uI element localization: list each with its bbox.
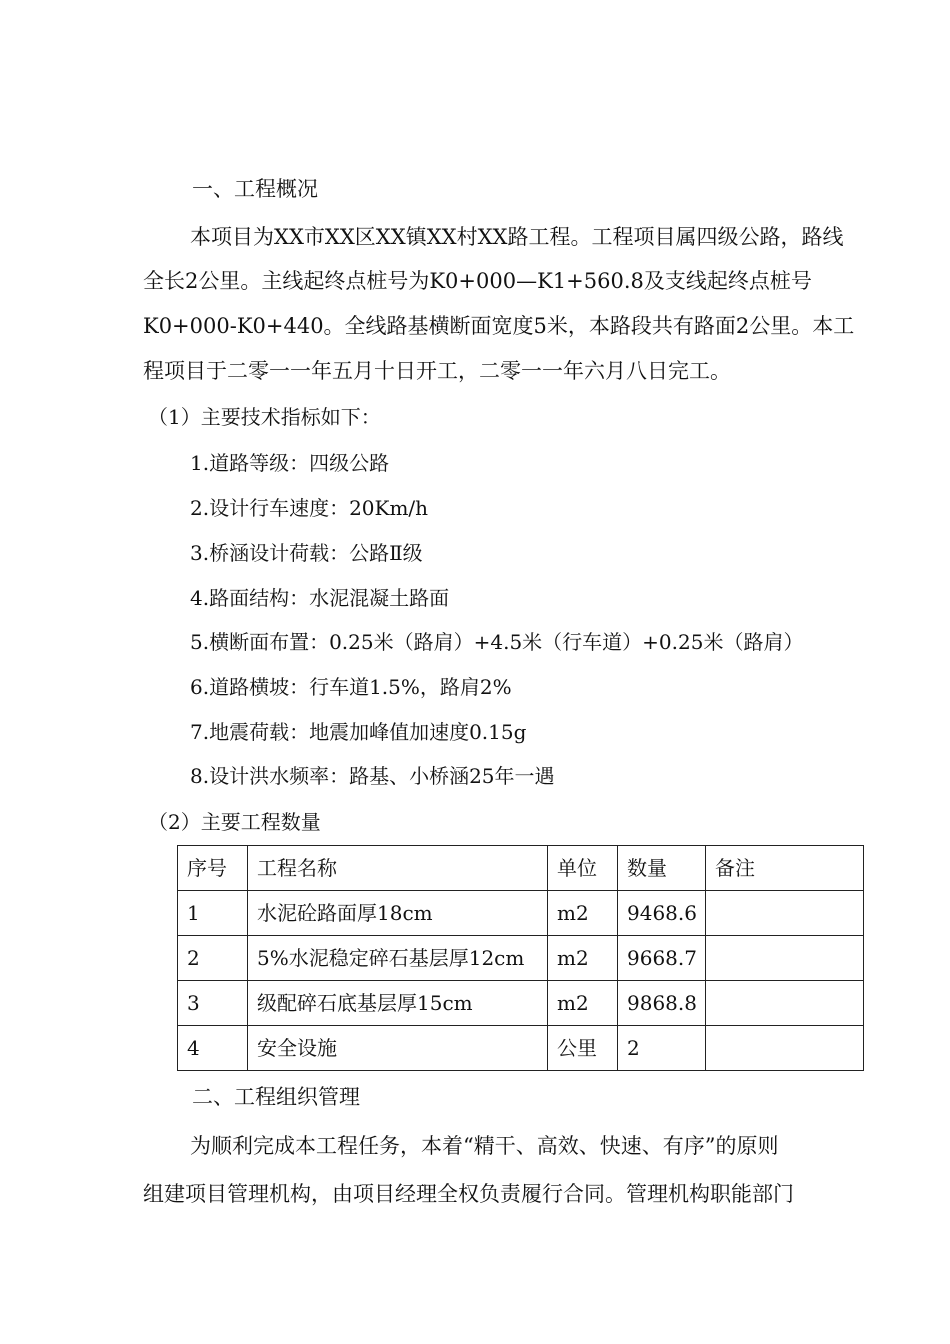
- table-row: [178, 936, 864, 981]
- section2-para-line-1: 为顺利完成本工程任务，本着“精干、高效、快速、有序”的原则: [190, 1134, 779, 1158]
- table-header-cell: 单位: [548, 846, 618, 891]
- section1-para-line-2: 全长2公里。主线起终点桩号为K0+000—K1+560.8及支线起终点桩号: [143, 269, 812, 293]
- section1-para-line-4: 程项目于二零一一年五月十日开工，二零一一年六月八日完工。: [143, 359, 731, 383]
- table-cell: 级配碎石底基层厚15cm: [248, 981, 548, 1026]
- table-header-cell: 数量: [618, 846, 706, 891]
- table-cell: 3: [178, 981, 248, 1026]
- table-cell: 水泥砼路面厚18cm: [248, 891, 548, 936]
- indicator-item: 6.道路横坡：行车道1.5%，路肩2%: [190, 675, 512, 699]
- indicator-item: 2.设计行车速度：20Km/h: [190, 496, 429, 520]
- table-cell: 2: [618, 1026, 706, 1071]
- table-cell: 2: [178, 936, 248, 981]
- indicator-item: 1.道路等级：四级公路: [190, 451, 390, 475]
- table-cell: [706, 1026, 864, 1071]
- section2-heading: 二、工程组织管理: [192, 1085, 360, 1109]
- section1-para-line-1: 本项目为XX市XX区XX镇XX村XX路工程。工程项目属四级公路，路线: [190, 225, 844, 249]
- table-cell: 9668.7: [618, 936, 706, 981]
- table-cell: m2: [548, 891, 618, 936]
- table-cell: 4: [178, 1026, 248, 1071]
- table-header-row: [178, 846, 864, 891]
- subsection-title-quantities: （2）主要工程数量: [148, 810, 321, 834]
- section1-para-line-3: K0+000-K0+440。全线路基横断面宽度5米，本路段共有路面2公里。本工: [143, 314, 855, 338]
- table-cell: [706, 981, 864, 1026]
- indicator-item: 4.路面结构：水泥混凝土路面: [190, 586, 450, 610]
- table-header-cell: 工程名称: [248, 846, 548, 891]
- table-cell: m2: [548, 936, 618, 981]
- table-cell: [706, 891, 864, 936]
- section1-heading: 一、工程概况: [192, 177, 318, 201]
- table-cell: 9868.8: [618, 981, 706, 1026]
- table-row: [178, 1026, 864, 1071]
- indicator-item: 7.地震荷载：地震加峰值加速度0.15g: [190, 720, 527, 744]
- subsection-title-indicators: （1）主要技术指标如下：: [148, 405, 381, 429]
- table-row: [178, 981, 864, 1026]
- table-row: [178, 891, 864, 936]
- table-cell: [706, 936, 864, 981]
- indicator-item: 8.设计洪水频率：路基、小桥涵25年一遇: [190, 764, 555, 788]
- table-header-cell: 序号: [178, 846, 248, 891]
- table-cell: 5%水泥稳定碎石基层厚12cm: [248, 936, 548, 981]
- table-cell: m2: [548, 981, 618, 1026]
- table-cell: 安全设施: [248, 1026, 548, 1071]
- indicator-item: 5.横断面布置：0.25米（路肩）+4.5米（行车道）+0.25米（路肩）: [190, 630, 804, 654]
- quantities-table: [177, 845, 864, 1071]
- section2-para-line-2: 组建项目管理机构，由项目经理全权负责履行合同。管理机构职能部门: [143, 1182, 794, 1206]
- indicator-item: 3.桥涵设计荷载：公路Ⅱ级: [190, 541, 423, 565]
- table-cell: 9468.6: [618, 891, 706, 936]
- table-header-cell: 备注: [706, 846, 864, 891]
- table-cell: 1: [178, 891, 248, 936]
- table-cell: 公里: [548, 1026, 618, 1071]
